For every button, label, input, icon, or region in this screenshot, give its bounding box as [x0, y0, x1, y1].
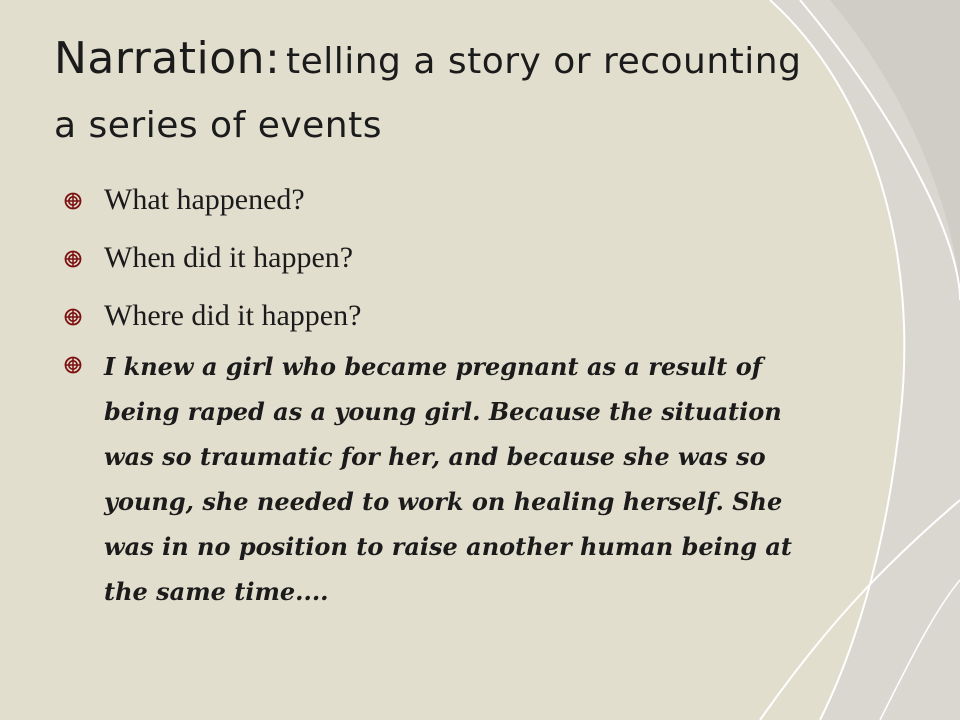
bullet-list: [64, 178, 844, 614]
title-main: Narration:: [54, 33, 281, 84]
bullet-item-when: [64, 236, 844, 280]
target-bullet-icon: [64, 192, 82, 210]
bullet-item-where: [64, 294, 844, 338]
title-subtitle: telling a story or recounting a series of events: [54, 41, 802, 146]
bullet-text: Where did it happen?: [104, 299, 362, 332]
slide-title: [54, 30, 814, 161]
bullet-text: What happened?: [104, 183, 305, 216]
bullet-text: I knew a girl who became pregnant as a result of being raped as a young girl. Because the situation was so traumatic for her, and because she was so young, she needed to work on healing herself. She was in no position to raise another human being at the same time....: [104, 352, 792, 606]
target-bullet-icon: [64, 356, 82, 374]
bullet-item-what: [64, 178, 844, 222]
bullet-text: When did it happen?: [104, 241, 354, 274]
target-bullet-icon: [64, 250, 82, 268]
bullet-item-story: [64, 344, 844, 614]
target-bullet-icon: [64, 308, 82, 326]
